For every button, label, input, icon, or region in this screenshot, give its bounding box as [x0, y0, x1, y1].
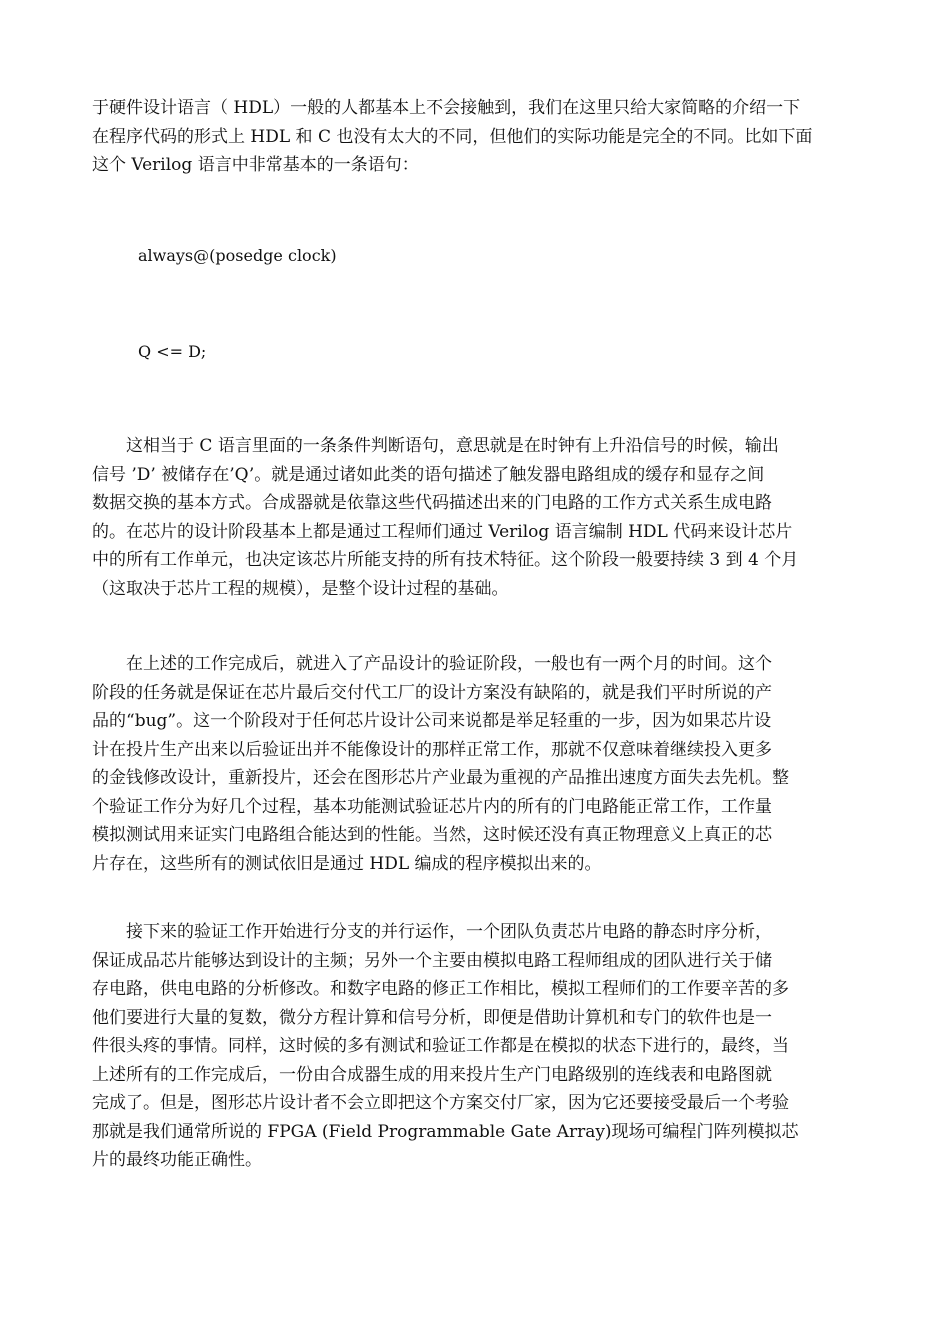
- text-line: 信号 ’D’ 被储存在’Q’。就是通过诸如此类的语句描述了触发器电路组成的缓存和显存之间: [92, 464, 765, 485]
- text-line: 片的最终功能正确性。: [92, 1150, 262, 1170]
- text-line: 中的所有工作单元，也决定该芯片所能支持的所有技术特征。这个阶段一般要持续 3 到 4 个月: [92, 550, 799, 570]
- text-line: 模拟测试用来证实门电路组合能达到的性能。当然，这时候还没有真正物理意义上真正的芯: [92, 825, 772, 845]
- verification-paragraph: [92, 650, 862, 878]
- hdl-paragraph: [92, 432, 862, 603]
- text-line: 数据交换的基本方式。合成器就是依靠这些代码描述出来的门电路的工作方式关系生成电路: [92, 493, 772, 513]
- text-line: 存电路，供电电路的分析修改。和数字电路的修正工作相比，模拟工程师们的工作要辛苦的多: [92, 979, 789, 999]
- text-line: 计在投片生产出来以后验证出并不能像设计的那样正常工作，那就不仅意味着继续投入更多: [92, 739, 772, 760]
- text-line: 这个 Verilog 语言中非常基本的一条语句：: [92, 155, 419, 175]
- text-line: 完成了。但是，图形芯片设计者不会立即把这个方案交付厂家，因为它还要接受最后一个考验: [92, 1093, 789, 1113]
- parallel-verification-paragraph: [92, 918, 862, 1175]
- text-line: 个验证工作分为好几个过程，基本功能测试验证芯片内的所有的门电路能正常工作，工作量: [92, 796, 772, 817]
- text-line: 上述所有的工作完成后，一份由合成器生成的用来投片生产门电路级别的连线表和电路图就: [92, 1064, 772, 1085]
- text-line: 品的“bug”。这一个阶段对于任何芯片设计公司来说都是举足轻重的一步，因为如果芯片设: [92, 711, 772, 731]
- text-line: 件很头疼的事情。同样，这时候的多有测试和验证工作都是在模拟的状态下进行的，最终，当: [92, 1036, 789, 1056]
- text-line: 于硬件设计语言（ HDL）一般的人都基本上不会接触到，我们在这里只给大家简略的介绍一下: [92, 98, 801, 118]
- text-line: 保证成品芯片能够达到设计的主频；另外一个主要由模拟电路工程师组成的团队进行关于储: [92, 950, 772, 971]
- text-line: 在上述的工作完成后，就进入了产品设计的验证阶段，一般也有一两个月的时间。这个: [92, 654, 772, 674]
- text-line: 那就是我们通常所说的 FPGA (Field Programmable Gate Array)现场可编程门阵列模拟芯: [92, 1121, 799, 1142]
- code-line-always: always@(posedge clock): [138, 246, 337, 265]
- text-line: 接下来的验证工作开始进行分支的并行运作，一个团队负责芯片电路的静态时序分析，: [92, 922, 772, 942]
- text-line: 的金钱修改设计，重新投片，还会在图形芯片产业最为重视的产品推出速度方面失去先机。整: [92, 768, 789, 788]
- text-line: 的。在芯片的设计阶段基本上都是通过工程师们通过 Verilog 语言编制 HDL 代码来设计芯片: [92, 521, 793, 542]
- text-line: （这取决于芯片工程的规模），是整个设计过程的基础。: [92, 578, 509, 599]
- code-line-assign: Q <= D;: [138, 342, 207, 361]
- text-line: 阶段的任务就是保证在芯片最后交付代工厂的设计方案没有缺陷的，就是我们平时所说的产: [92, 682, 772, 703]
- text-line: 在程序代码的形式上 HDL 和 C 也没有太大的不同，但他们的实际功能是完全的不同。比如下面: [92, 126, 813, 147]
- text-line: 这相当于 C 语言里面的一条条件判断语句，意思就是在时钟有上升沿信号的时候，输出: [92, 436, 779, 456]
- text-line: 他们要进行大量的复数，微分方程计算和信号分析，即便是借助计算机和专门的软件也是一: [92, 1007, 772, 1028]
- text-line: 片存在，这些所有的测试依旧是通过 HDL 编成的程序模拟出来的。: [92, 853, 602, 874]
- intro-paragraph: [92, 94, 862, 180]
